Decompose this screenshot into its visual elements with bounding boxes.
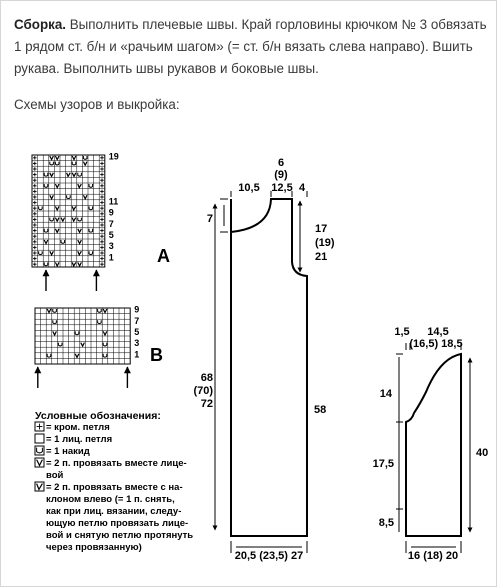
body-armhole-2: (19) — [315, 237, 335, 249]
legend-item-text-cont: как при лиц. вязании, следу- — [46, 506, 182, 517]
legend-item-text: = 2 п. провязать вместе с на- — [46, 482, 183, 493]
sleeve-width-bottom: 16 (18) 20 — [407, 550, 459, 562]
chart-a-row-number: 11 — [108, 196, 119, 207]
chart-b-row-number: 5 — [134, 327, 140, 337]
chart-b-row-number: 1 — [134, 349, 140, 360]
chart-a-label: A — [157, 246, 170, 266]
legend-item-text-cont: ющую петлю провязать лице- — [46, 518, 189, 529]
sleeve-cuff-height: 8,5 — [378, 517, 394, 529]
legend-item-text-cont: через провязанную) — [46, 542, 142, 553]
assembly-lead: Сборка. — [14, 17, 66, 32]
boxed-v-left-icon — [35, 482, 44, 491]
sleeve-top-1: 1,5 — [394, 326, 410, 338]
body-neck-half: 12,5 — [271, 182, 293, 194]
chart-b-row-number: 3 — [134, 338, 140, 349]
chart-a-row-number: 5 — [108, 230, 114, 240]
body-height-2: (70) — [193, 385, 213, 397]
legend-item-text: = 1 лиц. петля — [46, 434, 113, 445]
chart-b-row-number: 7 — [134, 315, 140, 326]
chart-a — [32, 152, 119, 291]
body-neck-depth: 7 — [206, 213, 213, 225]
body-neck-width: 6 — [277, 157, 285, 169]
body-neck-width-alt: (9) — [274, 169, 288, 181]
legend-item-text-cont: вой — [46, 470, 64, 481]
sleeve-top-3: (16,5) 18,5 — [409, 338, 463, 350]
body-shoulder-extra: 4 — [298, 182, 306, 194]
legend-item-text: = кром. петля — [46, 422, 110, 433]
legend-title: Условные обозначения: — [35, 410, 161, 422]
body-height-3: 72 — [200, 398, 213, 410]
chart-a-row-number: 7 — [108, 218, 114, 229]
body-armhole-3: 21 — [315, 251, 328, 263]
sleeve-pattern-labels — [373, 326, 489, 562]
chart-b — [35, 305, 139, 388]
body-width-bottom: 20,5 (23,5) 27 — [234, 550, 304, 562]
legend-item-text: = 1 накид — [46, 446, 90, 457]
patterns-subheading: Схемы узоров и выкройка: — [14, 97, 180, 112]
sleeve-pattern — [396, 343, 470, 553]
chart-a-row-number: 19 — [108, 151, 119, 162]
chart-a-row-number: 1 — [108, 252, 114, 263]
body-shoulder: 10,5 — [238, 182, 260, 194]
chart-b-label: B — [150, 345, 163, 365]
assembly-body: Выполнить плечевые швы. Край горловины крючком № 3 обвязать 1 рядом ст. б/н и «рачьим шагом» (= ст. б/н вязать слева направо). Вшить рукава. Выполнить швы рукавов и боковые швы. — [14, 17, 487, 76]
sleeve-top-2: 14,5 — [427, 326, 449, 338]
legend-item-text-cont: вой и снятую петлю протянуть — [46, 530, 194, 541]
chart-a-row-number: 9 — [108, 207, 114, 218]
body-pattern — [215, 191, 307, 553]
body-armhole-1: 17 — [315, 223, 328, 235]
sleeve-total-height: 40 — [476, 447, 489, 459]
empty-box-icon — [35, 434, 44, 443]
legend-item-text: = 2 п. провязать вместе лице- — [46, 458, 187, 469]
body-side-length: 58 — [314, 404, 327, 416]
body-height-1: 68 — [200, 372, 213, 384]
legend-item-text-cont: клоном влево (= 1 п. снять, — [46, 494, 175, 505]
sleeve-mid-height: 17,5 — [372, 458, 394, 470]
legend — [35, 410, 193, 553]
chart-a-row-number: 3 — [108, 241, 114, 252]
sleeve-cap-height: 14 — [379, 388, 392, 400]
chart-b-row-number: 9 — [134, 304, 140, 315]
